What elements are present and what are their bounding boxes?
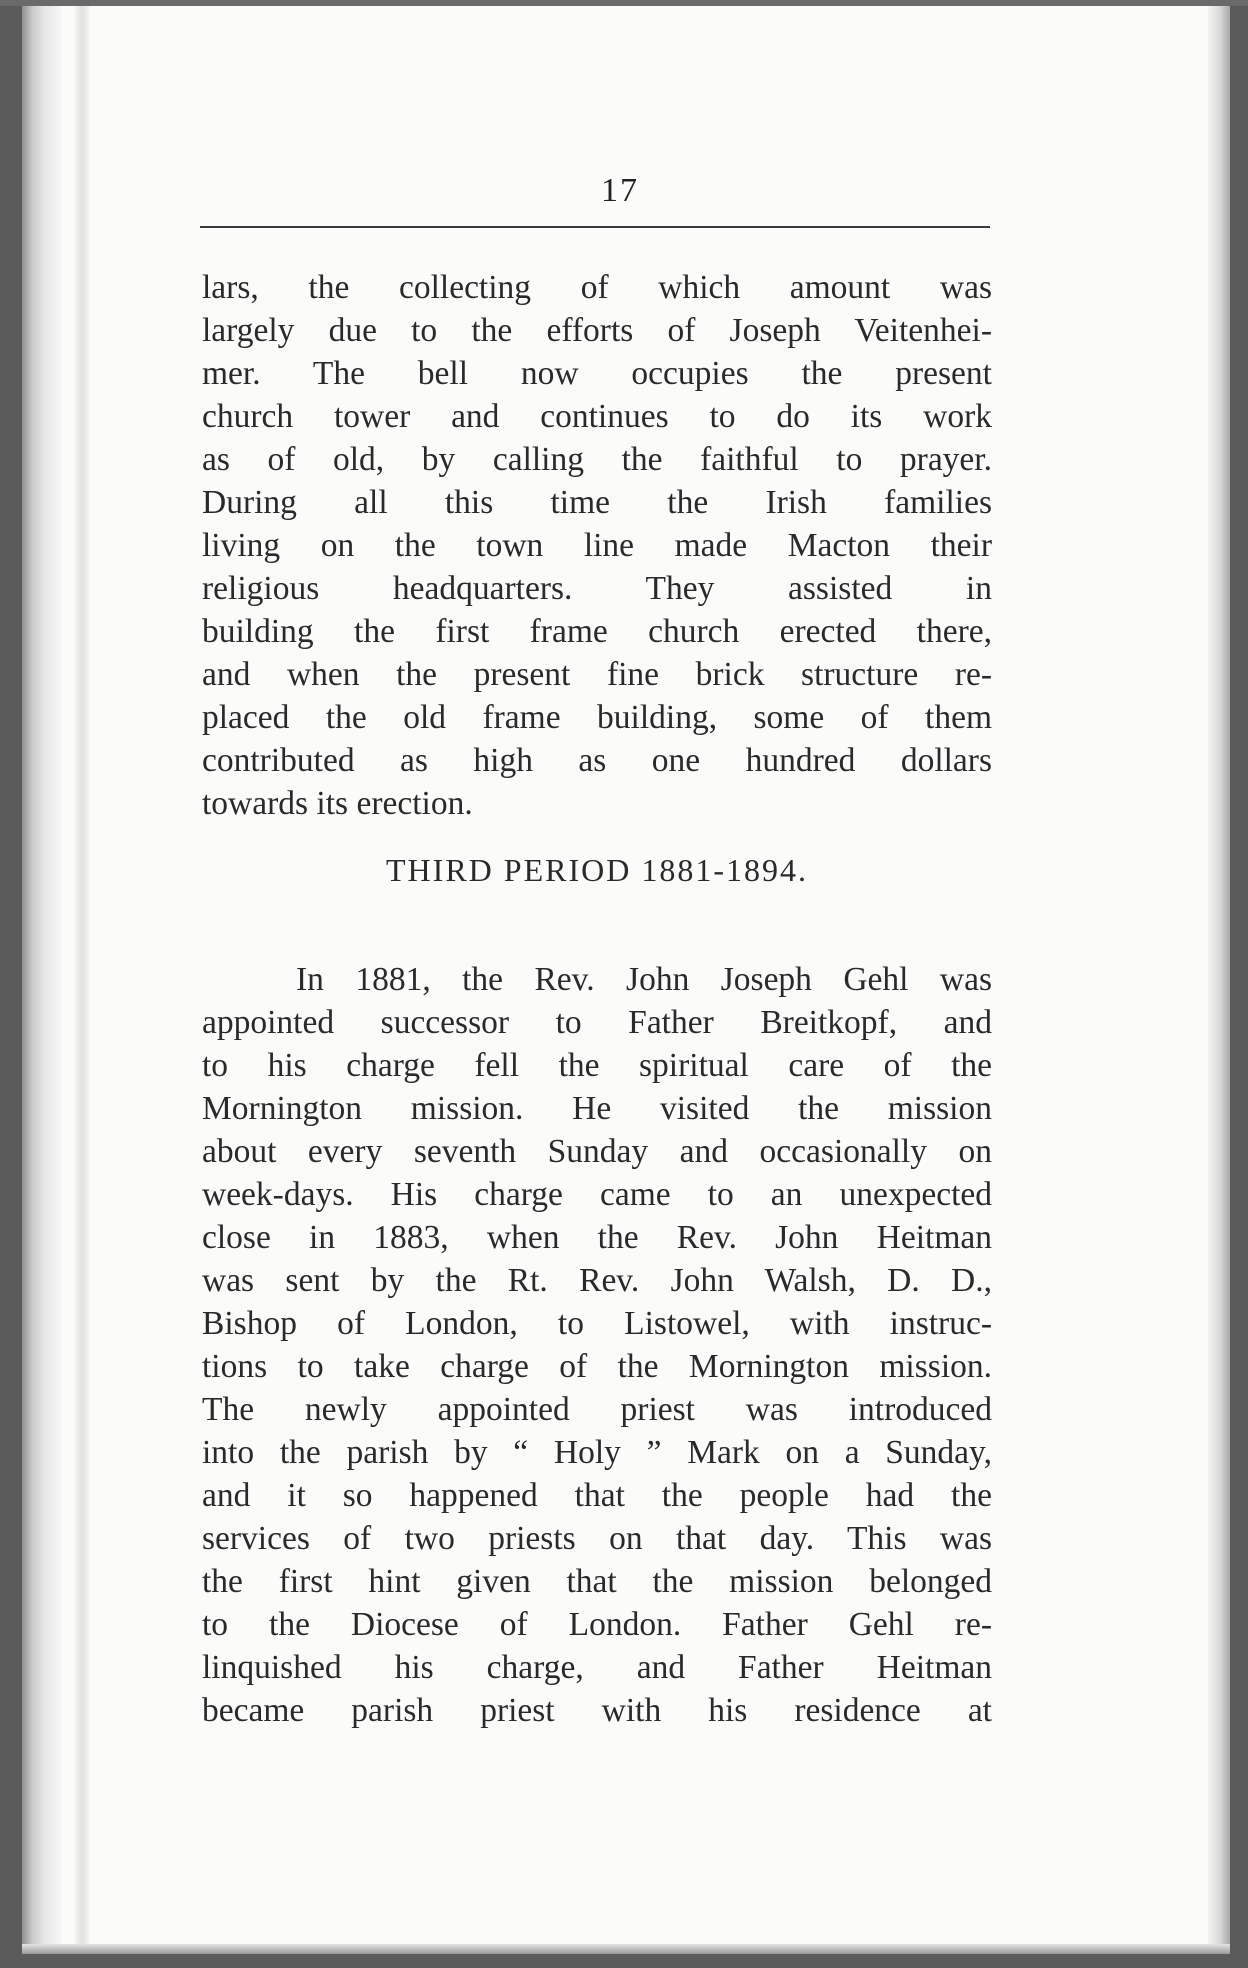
text-line: In 1881, the Rev. John Joseph Gehl was (296, 961, 992, 998)
text-line: was sent by the Rt. Rev. John Walsh, D. D., (202, 1262, 992, 1299)
text-line: lars, the collecting of which amount was (202, 269, 992, 306)
text-line: services of two priests on that day. This was (202, 1520, 992, 1557)
text-line: week-days. His charge came to an unexpected (202, 1176, 992, 1213)
text-line: Mornington mission. He visited the mission (202, 1090, 992, 1127)
text-line: as of old, by calling the faithful to prayer. (202, 441, 992, 478)
text-line: about every seventh Sunday and occasionally on (202, 1133, 992, 1170)
binding-shadow (22, 6, 62, 1954)
text-line: the first hint given that the mission belonged (202, 1563, 992, 1600)
text-line: close in 1883, when the Rev. John Heitman (202, 1219, 992, 1256)
text-line: became parish priest with his residence at (202, 1692, 992, 1729)
text-line: religious headquarters. They assisted in (202, 570, 992, 607)
text-line: During all this time the Irish families (202, 484, 992, 521)
text-line: living on the town line made Macton their (202, 527, 992, 564)
page-number: 17 (601, 172, 639, 209)
text-line: placed the old frame building, some of them (202, 699, 992, 736)
text-line: and it so happened that the people had the (202, 1477, 992, 1514)
text-line: towards its erection. (202, 785, 473, 822)
text-line: tions to take charge of the Mornington mission. (202, 1348, 992, 1385)
text-line: to the Diocese of London. Father Gehl re- (202, 1606, 992, 1643)
page-edge-right (1208, 6, 1230, 1954)
text-line: to his charge fell the spiritual care of the (202, 1047, 992, 1084)
section-heading: THIRD PERIOD 1881-1894. (386, 852, 808, 888)
text-line: Bishop of London, to Listowel, with instruc- (202, 1305, 992, 1342)
paragraph-third-period (202, 958, 992, 1732)
paragraph-continued (202, 266, 992, 825)
text-line: and when the present fine brick structure re- (202, 656, 992, 693)
text-line: linquished his charge, and Father Heitman (202, 1649, 992, 1686)
text-line: appointed successor to Father Breitkopf, and (202, 1004, 992, 1041)
text-line: contributed as high as one hundred dollars (202, 742, 992, 779)
text-line: largely due to the efforts of Joseph Veitenhei- (202, 312, 992, 349)
text-line: building the first frame church erected there, (202, 613, 992, 650)
text-line: into the parish by “ Holy ” Mark on a Sunday, (202, 1434, 992, 1471)
page-edge-bottom (22, 1944, 1230, 1954)
text-line: The newly appointed priest was introduced (202, 1391, 992, 1428)
text-line: church tower and continues to do its work (202, 398, 992, 435)
text-line: mer. The bell now occupies the present (202, 355, 992, 392)
gutter-shadow (74, 6, 90, 1954)
header-rule (200, 226, 990, 228)
